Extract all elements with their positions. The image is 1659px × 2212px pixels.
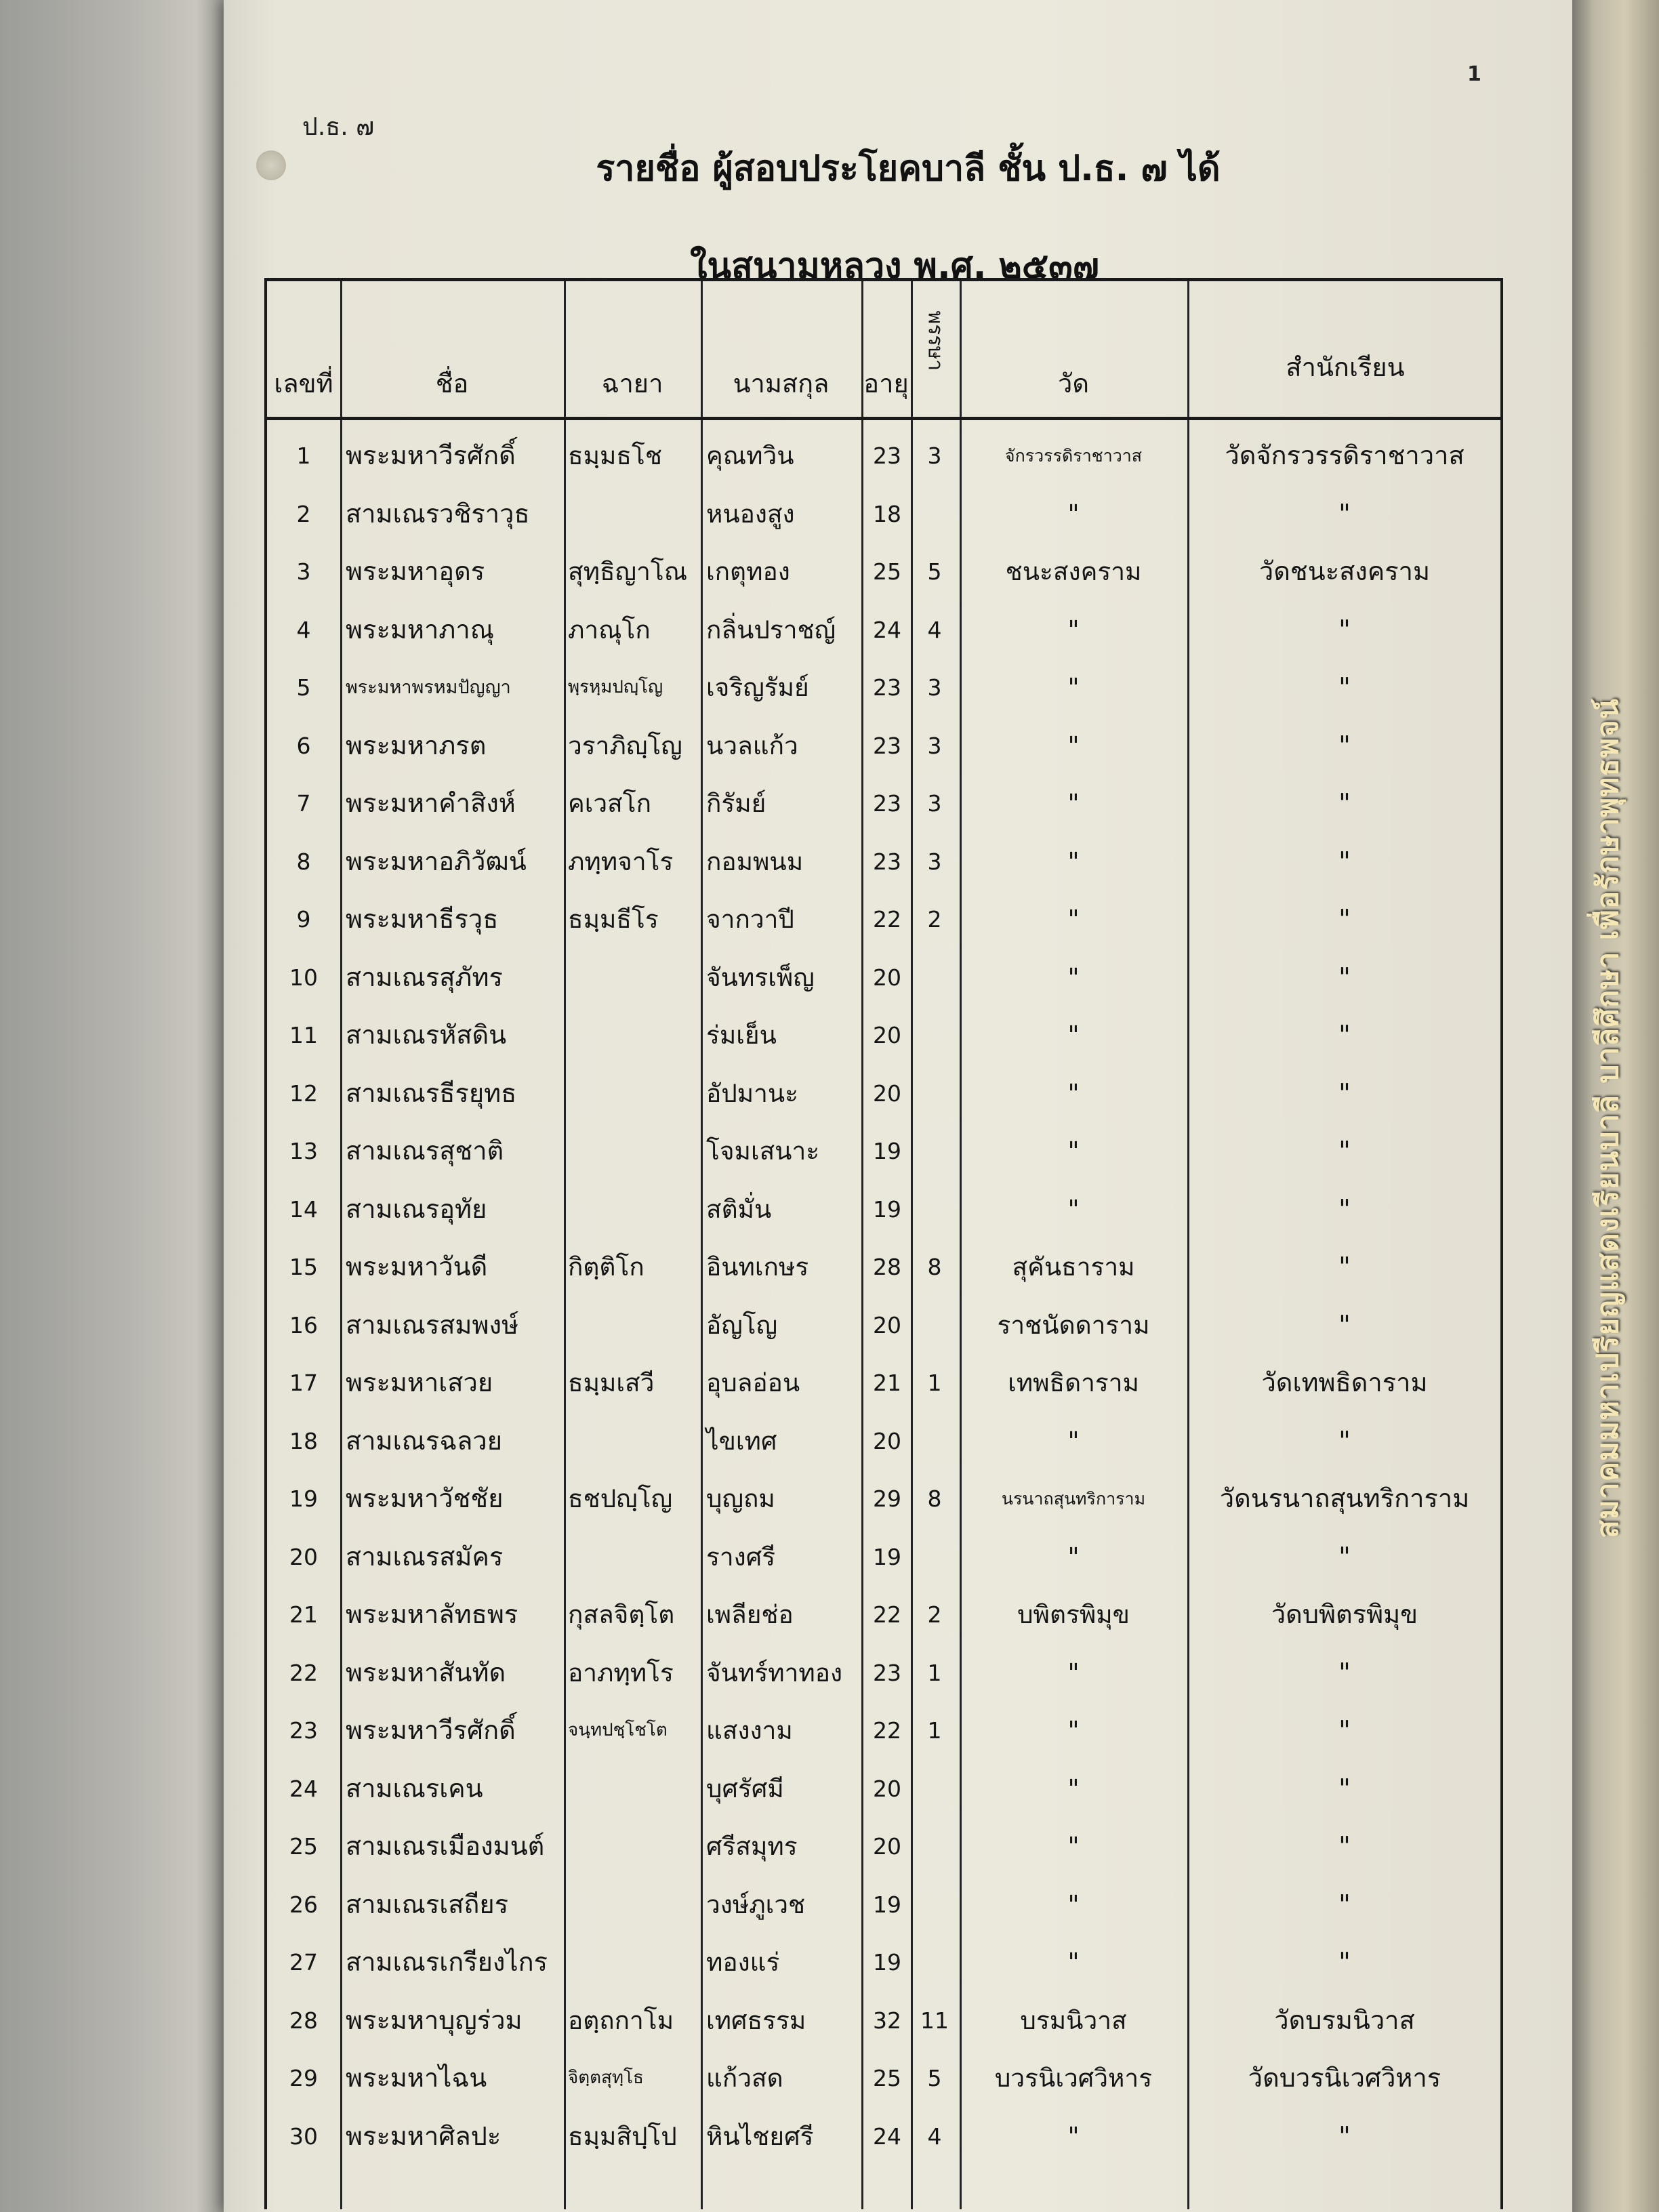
cell-pansa: 5 [927, 2065, 942, 2091]
cell-pansa [911, 1006, 958, 1064]
cell-name: สามเณรเคน [346, 1773, 483, 1803]
cell-number: 17 [289, 1370, 318, 1396]
cell-name: สามเณรสุชาติ [346, 1136, 504, 1166]
cell-age: 20 [873, 1833, 901, 1860]
cell-number: 14 [289, 1195, 318, 1223]
cell-name: พระมหาภาณุ [346, 614, 494, 644]
table-row [267, 1933, 1500, 1991]
header-name: ชื่อ [435, 369, 469, 398]
cell-chaya [564, 1876, 703, 1933]
header-surname: นามสกุล [733, 369, 830, 398]
cell-chaya [564, 949, 703, 1006]
cell-name: พระมหาวีรศักดิ์ [346, 441, 516, 470]
cell-number: 15 [289, 1254, 318, 1280]
cell-wat: บวรนิเวศวิหาร [994, 2064, 1153, 2093]
cell-number: 11 [289, 1022, 318, 1048]
cell-school: " [1338, 672, 1351, 702]
cell-number: 10 [289, 964, 318, 991]
cell-name: สามเณรเกรียงไกร [346, 1947, 548, 1977]
cell-name: สามเณรหัสดิน [346, 1020, 507, 1050]
cell-age: 23 [873, 674, 901, 701]
cell-number: 23 [289, 1717, 318, 1744]
cell-age: 25 [873, 558, 901, 585]
cell-number: 20 [289, 1543, 318, 1570]
cell-name: พระมหาไฉน [346, 2063, 487, 2093]
cell-pansa [911, 1528, 958, 1586]
cell-pansa [911, 949, 958, 1006]
cell-chaya: ภทฺทจาโร [568, 846, 674, 876]
cell-wat: " [1067, 1889, 1080, 1919]
cell-chaya [564, 1412, 703, 1470]
table-row [267, 2049, 1500, 2107]
cell-chaya: ธมฺมธีโร [568, 905, 659, 934]
cell-pansa: 3 [927, 443, 942, 469]
cell-surname: เกตุทอง [706, 557, 790, 586]
cell-chaya: วราภิญฺโญ [568, 731, 682, 760]
left-page-edge [0, 0, 230, 2212]
cell-chaya: คเวสโก [568, 789, 652, 818]
cell-surname: เพลียช่อ [706, 1600, 794, 1629]
cell-wat: " [1067, 1658, 1080, 1687]
table-row [267, 485, 1500, 543]
table-row [267, 1354, 1500, 1412]
cell-name: พระมหาเสวย [346, 1368, 493, 1397]
cell-chaya: ธมฺมเสวี [568, 1368, 655, 1397]
cell-age: 24 [873, 616, 901, 643]
watermark: สมาคมมหาเปรียญแสดงเรียนบาลี บาลีศึกษา เพื่อรักษาพุทธพจน์ [1591, 698, 1625, 1538]
cell-name: สามเณรสมัคร [346, 1541, 504, 1572]
cell-age: 19 [873, 1138, 901, 1164]
cell-number: 19 [289, 1486, 318, 1512]
cell-school: วัดบรมนิวาส [1274, 2005, 1415, 2035]
cell-surname: หินไชยศรี [706, 2121, 814, 2151]
cell-surname: ศรีสมุทร [706, 1832, 798, 1861]
cell-pansa: 1 [927, 1717, 942, 1744]
cell-name: สามเณรเสถียร [346, 1889, 509, 1919]
cell-surname: บุญถม [706, 1484, 775, 1513]
cell-pansa [911, 1876, 958, 1933]
punch-hole [256, 150, 286, 180]
cell-chaya: อาภทฺทโร [568, 1658, 674, 1687]
cell-wat: " [1067, 905, 1080, 934]
cell-surname: หนองสูง [706, 499, 795, 529]
cell-wat: " [1067, 731, 1080, 760]
cell-name: สามเณรเมืองมนต์ [346, 1831, 545, 1861]
header-pansa: พรรษา [923, 310, 947, 371]
page-title: รายชื่อ ผู้สอบประโยคบาลี ชั้น ป.ธ. ๗ ได้ [596, 148, 1221, 189]
cell-age: 24 [873, 2123, 901, 2150]
cell-number: 18 [289, 1427, 318, 1454]
cell-age: 21 [873, 1370, 901, 1396]
cell-chaya: จิตฺตสุทฺโธ [568, 2068, 644, 2088]
cell-number: 21 [289, 1601, 318, 1628]
cell-wat: " [1067, 1542, 1080, 1572]
cell-pansa [911, 1065, 958, 1122]
cell-surname: เจริญรัมย์ [706, 673, 809, 702]
cell-name: สามเณรฉลวย [346, 1425, 503, 1456]
cell-surname: แสงงาม [706, 1716, 793, 1745]
cell-surname: จันทรเพ็ญ [706, 962, 815, 992]
cell-number: 12 [289, 1080, 318, 1107]
table-row [267, 427, 1500, 485]
table-row [267, 1412, 1500, 1470]
cell-wat: " [1067, 962, 1080, 992]
cell-age: 19 [873, 1949, 901, 1975]
cell-age: 19 [873, 1543, 901, 1570]
cell-surname: ไขเทศ [706, 1426, 777, 1456]
cell-name: พระมหาวันดี [346, 1252, 488, 1282]
cell-name: พระมหาอภิวัฒน์ [346, 846, 527, 876]
cell-school: " [1338, 1020, 1351, 1050]
cell-wat: บพิตรพิมุข [1017, 1600, 1130, 1629]
cell-chaya: กุสลจิตฺโต [568, 1600, 675, 1629]
cell-number: 2 [296, 500, 311, 527]
cell-pansa: 3 [927, 674, 942, 701]
cell-pansa: 2 [927, 906, 942, 933]
cell-name: พระมหาภรต [346, 730, 487, 760]
cell-number: 7 [296, 790, 311, 817]
cell-number: 27 [289, 1949, 318, 1975]
cell-pansa: 3 [927, 848, 942, 875]
cell-wat: " [1067, 1136, 1080, 1166]
cell-surname: ร่มเย็น [706, 1021, 777, 1050]
cell-name: พระมหาธีรวุธ [346, 904, 499, 934]
cell-age: 23 [873, 443, 901, 469]
cell-number: 28 [289, 2007, 318, 2034]
cell-chaya: ธมฺมสิปฺโป [568, 2121, 677, 2151]
cell-school: " [1338, 1425, 1351, 1456]
cell-number: 5 [296, 674, 311, 701]
header-wat: วัด [1057, 369, 1089, 398]
cell-chaya: สุทฺธิญาโณ [568, 557, 688, 586]
cell-school: " [1338, 1657, 1351, 1687]
cell-number: 8 [296, 848, 311, 875]
cell-school: วัดบวรนิเวศวิหาร [1248, 2063, 1441, 2093]
cell-pansa: 1 [927, 1659, 942, 1686]
cell-school: " [1338, 1541, 1351, 1572]
cell-school: " [1338, 730, 1351, 760]
cell-wat: " [1067, 1078, 1080, 1108]
cell-age: 20 [873, 1022, 901, 1048]
header-school: สำนักเรียน [1286, 352, 1405, 382]
cell-name: พระมหาศิลปะ [346, 2121, 501, 2151]
cell-school: " [1338, 1889, 1351, 1919]
table-row [267, 1122, 1500, 1180]
cell-pansa: 1 [927, 1370, 942, 1396]
cell-number: 4 [296, 616, 311, 643]
cell-school: วัดชนะสงคราม [1258, 556, 1431, 586]
header-age: อายุ [863, 369, 909, 398]
cell-wat: นรนาถสุนทริการาม [1001, 1489, 1146, 1509]
table-row [267, 1181, 1500, 1238]
cell-chaya [564, 1181, 703, 1238]
table-row [267, 1818, 1500, 1875]
cell-chaya [564, 1006, 703, 1064]
cell-school: วัดบพิตรพิมุข [1271, 1599, 1418, 1629]
table-row [267, 717, 1500, 775]
cell-wat: " [1067, 1194, 1080, 1224]
cell-number: 30 [289, 2123, 318, 2150]
table-row [267, 659, 1500, 716]
cell-number: 1 [296, 443, 311, 469]
cell-name: พระมหาวัชชัย [346, 1483, 504, 1513]
cell-pansa [911, 1760, 958, 1818]
cell-school: " [1338, 614, 1351, 644]
cell-school: " [1338, 962, 1351, 992]
cell-age: 23 [873, 732, 901, 759]
cell-wat: ราชนัดดาราม [997, 1310, 1150, 1340]
cell-surname: โจมเสนาะ [706, 1136, 820, 1166]
header-rule [267, 417, 1500, 420]
cell-age: 22 [873, 1717, 901, 1744]
cell-pansa [911, 1181, 958, 1238]
cell-school: " [1338, 1193, 1351, 1224]
cell-chaya: อตฺถกาโม [568, 2005, 674, 2035]
cell-surname: ทองแร่ [706, 1948, 780, 1977]
table-row [267, 1702, 1500, 1759]
header-chaya: ฉายา [601, 369, 663, 398]
cell-school: วัดจักรวรรดิราชาวาส [1225, 441, 1465, 470]
cell-wat: " [1067, 673, 1080, 702]
cell-age: 23 [873, 848, 901, 875]
cell-number: 26 [289, 1891, 318, 1918]
cell-chaya [564, 485, 703, 543]
cell-chaya: ภาณุโก [568, 615, 651, 644]
cell-wat: เทพธิดาราม [1008, 1368, 1139, 1397]
cell-chaya [564, 1065, 703, 1122]
cell-surname: อัปมานะ [706, 1078, 799, 1108]
cell-age: 19 [873, 1195, 901, 1223]
table-row [267, 1876, 1500, 1933]
table-row [267, 1296, 1500, 1354]
table-row [267, 1644, 1500, 1702]
cell-surname: อุบลอ่อน [706, 1368, 800, 1397]
cell-pansa: 8 [927, 1254, 942, 1280]
cell-surname: จันทร์ทาทอง [706, 1658, 843, 1687]
cell-pansa: 2 [927, 1601, 942, 1628]
cell-pansa [911, 485, 958, 543]
cell-surname: กิรัมย์ [706, 789, 766, 818]
cell-surname: เทศธรรม [706, 2005, 806, 2035]
cell-surname: แก้วสด [706, 2064, 783, 2093]
cell-name: สามเณรสมพงษ์ [346, 1309, 519, 1340]
cell-surname: รางศรี [706, 1542, 776, 1572]
cell-wat: จักรวรรดิราชาวาส [1004, 446, 1143, 466]
cell-age: 20 [873, 1427, 901, 1454]
cell-name: สามเณรธีรยุทธ [346, 1078, 517, 1108]
cell-name: พระมหาบุญร่วม [346, 2005, 523, 2035]
cell-wat: " [1067, 1716, 1080, 1745]
cell-age: 23 [873, 1659, 901, 1686]
cell-name: สามเณรวชิราวุธ [346, 498, 530, 529]
cell-school: วัดนรนาถสุนทริการาม [1219, 1483, 1470, 1513]
cell-chaya: พฺรหฺมปญฺโญ [568, 677, 663, 697]
cell-school: " [1338, 904, 1351, 934]
cell-wat: บรมนิวาส [1020, 2005, 1127, 2035]
cell-pansa [911, 1296, 958, 1354]
table-row [267, 949, 1500, 1006]
cell-wat: " [1067, 1426, 1080, 1456]
cell-chaya [564, 1122, 703, 1180]
table-row [267, 1238, 1500, 1296]
cell-surname: บุศรัศมี [706, 1774, 784, 1803]
cell-wat: " [1067, 2121, 1080, 2151]
cell-chaya: กิตฺติโก [568, 1252, 644, 1282]
cell-school: " [1338, 1715, 1351, 1745]
cell-age: 18 [873, 500, 901, 527]
table-row [267, 833, 1500, 890]
cell-number: 22 [289, 1659, 318, 1686]
cell-wat: " [1067, 1774, 1080, 1803]
cell-surname: นวลแก้ว [706, 731, 798, 760]
cell-school: " [1338, 2121, 1351, 2151]
cell-wat: " [1067, 1832, 1080, 1861]
cell-school: " [1338, 846, 1351, 876]
cell-pansa: 3 [927, 790, 942, 817]
cell-pansa: 3 [927, 732, 942, 759]
cell-school: " [1338, 1309, 1351, 1340]
cell-school: " [1338, 1078, 1351, 1108]
cell-chaya: ธมฺมธโช [568, 441, 662, 470]
table-row [267, 601, 1500, 659]
cell-wat: " [1067, 846, 1080, 876]
cell-number: 9 [296, 906, 311, 933]
cell-number: 13 [289, 1138, 318, 1164]
page-subtitle: ในสนามหลวง พ.ศ. ๒๕๓๗ [690, 246, 1099, 287]
cell-name: พระมหาลัทธพร [346, 1599, 518, 1629]
cell-school: " [1338, 1252, 1351, 1282]
cell-number: 6 [296, 732, 311, 759]
cell-surname: คุณทวิน [706, 441, 794, 470]
cell-name: สามเณรอุทัย [346, 1193, 487, 1224]
table-row [267, 890, 1500, 948]
cell-surname: กลิ่นปราชญ์ [706, 615, 836, 644]
cell-name: พระมหาสันทัด [346, 1657, 506, 1687]
cell-surname: สติมั่น [706, 1194, 772, 1224]
cell-name: พระมหาอุดร [346, 556, 485, 586]
header-number: เลขที่ [274, 369, 333, 398]
cell-age: 22 [873, 1601, 901, 1628]
cell-wat: สุคันธาราม [1012, 1252, 1135, 1282]
cell-chaya: ธชปญฺโญ [568, 1484, 673, 1513]
cell-chaya: จนฺทปชฺโชโต [568, 1720, 668, 1740]
cell-age: 20 [873, 1311, 901, 1338]
table-row [267, 1528, 1500, 1586]
cell-surname: วงษ์ภูเวช [706, 1889, 806, 1919]
cell-surname: อินทเกษร [706, 1252, 809, 1282]
table-row [267, 1586, 1500, 1643]
cell-age: 20 [873, 964, 901, 991]
cell-chaya [564, 1933, 703, 1991]
cell-name: พระมหาพรหมปัญญา [346, 677, 511, 698]
cell-chaya [564, 1818, 703, 1875]
cell-number: 29 [289, 2065, 318, 2091]
cell-age: 20 [873, 1080, 901, 1107]
cell-chaya [564, 1296, 703, 1354]
cell-age: 23 [873, 790, 901, 817]
cell-pansa: 4 [927, 2123, 942, 2150]
cell-school: " [1338, 498, 1351, 529]
cell-school: " [1338, 1773, 1351, 1803]
cell-pansa [911, 1818, 958, 1875]
cell-pansa: 8 [927, 1486, 942, 1512]
cell-wat: " [1067, 1948, 1080, 1977]
cell-number: 24 [289, 1775, 318, 1802]
cell-surname: จากวาปี [706, 905, 794, 934]
cell-number: 3 [296, 558, 311, 585]
cell-age: 28 [873, 1254, 901, 1280]
cell-pansa [911, 1933, 958, 1991]
cell-chaya [564, 1760, 703, 1818]
cell-school: วัดเทพธิดาราม [1261, 1368, 1428, 1397]
cell-pansa: 4 [927, 616, 942, 643]
table-row [267, 1470, 1500, 1528]
cell-number: 25 [289, 1833, 318, 1860]
table-row [267, 2108, 1500, 2165]
table-row [267, 1760, 1500, 1818]
cell-age: 22 [873, 906, 901, 933]
table-row [267, 1065, 1500, 1122]
page-number: 1 [1467, 62, 1481, 86]
table-row [267, 1992, 1500, 2049]
cell-school: " [1338, 1831, 1351, 1861]
cell-wat: " [1067, 499, 1080, 529]
cell-name: พระมหาวีรศักดิ์ [346, 1715, 516, 1745]
cell-age: 19 [873, 1891, 901, 1918]
cell-age: 29 [873, 1486, 901, 1512]
cell-wat: " [1067, 1021, 1080, 1050]
cell-wat: ชนะสงคราม [1005, 557, 1142, 586]
cell-surname: กอมพนม [706, 846, 804, 876]
cell-school: " [1338, 1947, 1351, 1977]
results-table [264, 278, 1503, 2209]
cell-pansa [911, 1122, 958, 1180]
cell-surname: อัญโญ [706, 1310, 778, 1340]
table-row [267, 1006, 1500, 1064]
table-row [267, 775, 1500, 832]
cell-school: " [1338, 788, 1351, 818]
cell-age: 25 [873, 2065, 901, 2091]
cell-school: " [1338, 1136, 1351, 1166]
cell-number: 16 [289, 1311, 318, 1338]
cell-wat: " [1067, 789, 1080, 818]
cell-pansa: 5 [927, 558, 942, 585]
cell-age: 32 [873, 2007, 901, 2034]
cell-chaya [564, 1528, 703, 1586]
cell-pansa: 11 [920, 2007, 949, 2034]
cell-pansa [911, 1412, 958, 1470]
cell-age: 20 [873, 1775, 901, 1802]
document-code: ป.ธ. ๗ [302, 113, 375, 141]
cell-wat: " [1067, 615, 1080, 644]
cell-name: สามเณรสุภัทร [346, 962, 503, 992]
table-row [267, 543, 1500, 600]
cell-name: พระมหาคำสิงห์ [346, 788, 516, 818]
